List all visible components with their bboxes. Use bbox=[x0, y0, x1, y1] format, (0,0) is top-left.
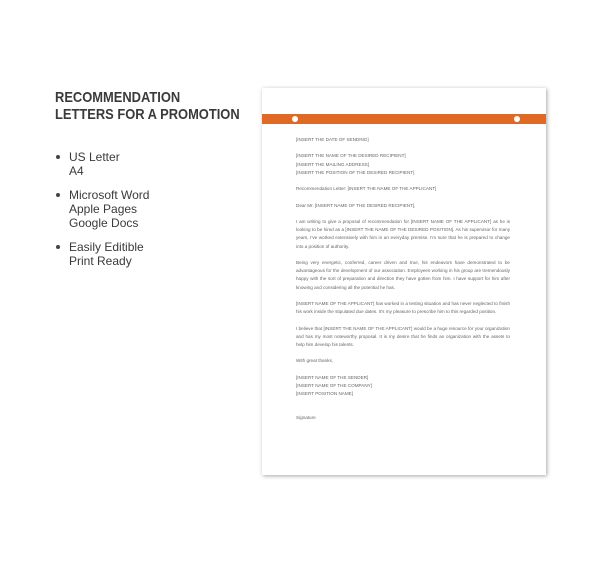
feature-group-formats bbox=[55, 188, 149, 230]
recipient-line: [INSERT THE POSITION OF THE DESIRED RECIPIENT] bbox=[296, 169, 415, 175]
recipient-line: [INSERT THE MAILING ADDRESS] bbox=[296, 161, 370, 167]
letter-body bbox=[296, 136, 510, 431]
header-bar bbox=[262, 114, 546, 124]
letter-signature: Signature bbox=[296, 415, 316, 421]
letter-closing: With great thanks, bbox=[296, 358, 334, 364]
bullet-icon bbox=[56, 193, 60, 197]
letter-paragraph: [INSERT NAME OF THE APPLICANT] has worked in a testing situation and has never neglected to finish his work inside the stipulated due dates. It's my pleasure to prescribe him to this regarded position. bbox=[296, 300, 510, 315]
title-line: LETTERS FOR A PROMOTION bbox=[55, 106, 240, 123]
feature-group-paper-size bbox=[55, 150, 149, 178]
feature-group-editing bbox=[55, 240, 149, 268]
feature-item: A4 bbox=[69, 164, 84, 178]
letter-sender bbox=[296, 374, 510, 399]
punch-hole-icon bbox=[514, 116, 520, 122]
feature-list bbox=[55, 150, 149, 278]
sender-line: [INSERT POSITION NAME] bbox=[296, 391, 354, 397]
letter-paragraph: I believe that [INSERT THE NAME OF THE APPLICANT] would be a huge resource for your organization and has my most noteworthy proposal. It is my desire that he finds an organization with the assets to help him develop his talents. bbox=[296, 325, 510, 347]
page-title bbox=[55, 89, 240, 123]
feature-item: Print Ready bbox=[69, 254, 132, 268]
letter-date: [INSERT THE DATE OF SENDING] bbox=[296, 137, 369, 142]
letter-preview bbox=[262, 88, 546, 475]
feature-item: Easily Editible bbox=[69, 240, 144, 254]
sender-line: [INSERT NAME OF THE COMPANY] bbox=[296, 382, 372, 388]
sender-line: [INSERT NAME OF THE SENDER] bbox=[296, 374, 369, 380]
feature-item: US Letter bbox=[69, 150, 120, 164]
letter-salutation: Dear Mr. [INSERT NAME OF THE DESIRED RECIPIENT], bbox=[296, 202, 416, 208]
letter-paragraph: I am writing to give a proposal of recommendation for [INSERT NAME OF THE APPLICANT] as he is looking to be hired as a [INSERT THE NAME OF THE DESIRED POSITION]. As his supervisor for many years, I've worked extensively with him in an everyday premise. I'm sure that he is prepared to change into a position of authority. bbox=[296, 218, 510, 249]
recipient-line: [INSERT THE NAME OF THE DESIRED RECIPIENT] bbox=[296, 153, 406, 159]
feature-item: Google Docs bbox=[69, 216, 139, 230]
feature-item: Microsoft Word bbox=[69, 188, 150, 202]
bullet-icon bbox=[56, 155, 60, 159]
letter-recipient bbox=[296, 152, 510, 177]
punch-hole-icon bbox=[292, 116, 298, 122]
bullet-icon bbox=[56, 245, 60, 249]
letter-subject: Recommendation Letter: [INSERT THE NAME OF THE APPLICANT] bbox=[296, 186, 437, 192]
letter-paragraph: Being very energetic, conferred, career driven and true, his endeavors have demonstrated to be advantageous for the development of our association. Employees working in his group are tremendously happy with the sort of preparation and direction they have gotten from him. I have support for him after knowing and considering all the potential he has. bbox=[296, 259, 510, 290]
title-line: RECOMMENDATION bbox=[55, 89, 181, 106]
feature-item: Apple Pages bbox=[69, 202, 138, 216]
